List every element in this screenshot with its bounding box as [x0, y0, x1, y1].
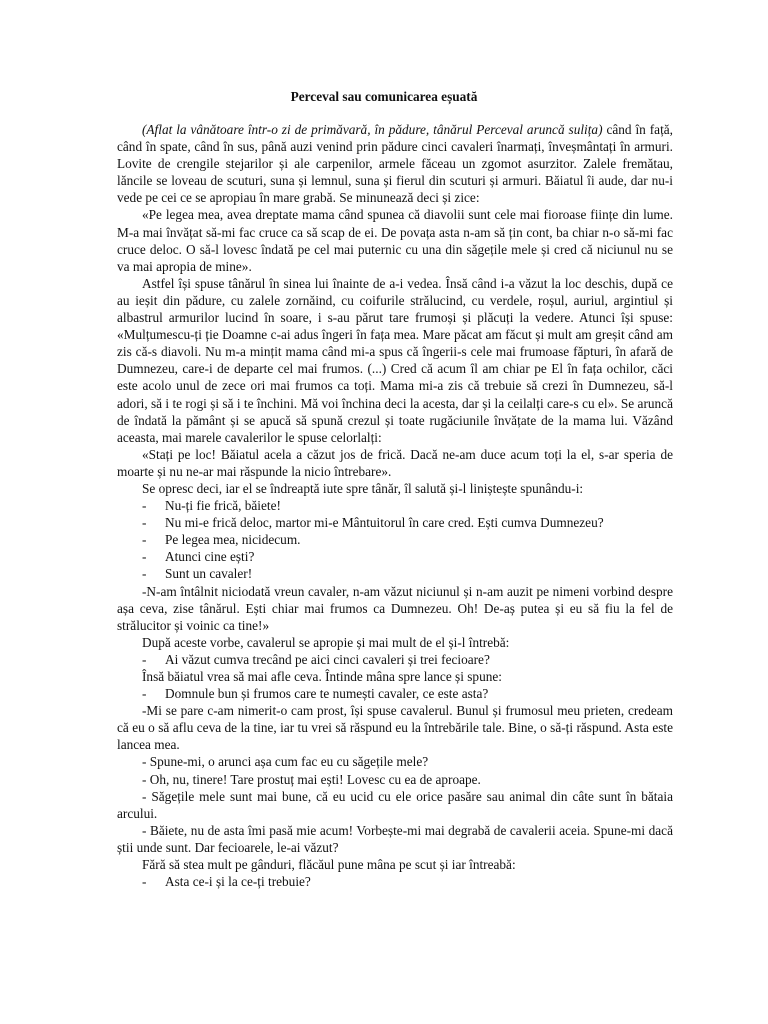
- dialogue-line: [117, 685, 673, 702]
- dialogue-line: [117, 531, 673, 548]
- paragraph: Fără să stea mult pe gânduri, flăcăul pune mâna pe scut și iar întreabă:: [142, 857, 516, 873]
- paragraph: Însă băiatul vrea să mai afle ceva. Întinde mâna spre lance și spune:: [142, 669, 502, 684]
- paragraph: - Săgețile mele sunt mai bune, că eu ucid cu ele orice pasăre sau animal din câte sunt în bătaia arcului.: [117, 788, 673, 821]
- paragraph: - Băiete, nu de asta îmi pasă mie acum! Vorbește-mi mai degrabă de cavalerii aceia. Spune-mi dacă știi unde sunt. Dar fecioarele, le-ai văzut?: [117, 822, 673, 855]
- dash-marker: -: [142, 686, 147, 702]
- paragraph: Astfel își spuse tânărul în sinea lui înainte de a-i vedea. Însă când i-a văzut la loc deschis, după ce au ieșit din pădure, cu zalele zornăind, cu coifurile strălucind, cu verdele, roșul, auriul, argintiul și albastrul armurilor lucind în soare, i s-au părut tare frumoși și plăcuți la vedere. Atunci își spuse: «Mulțumescu-ți ție Doamne c-ai adus îngeri în fața mea. Mare păcat am făcut și mult am greșit când am zis că-s diavoli. Nu m-a mințit mama când mi-a spus că îngerii-s cele mai frumoase făpturi, în afară de Dumnezeu, care-i de departe cel mai frumos. (...) Cred că acum îl am chiar pe El în fața ochilor, căci este acolo unul de zece ori mai frumos ca toți. Mama mi-a zis că trebuie să crezi în Dumnezeu, să-l adori, să i te rogi și să i te închini. Mă voi închina deci la acesta, dar și la ceilalți care-s cu el». Se aruncă de îndată la pământ și se apucă să spună crezul și toate rugăciunile învățate de la mama lui. Văzând aceasta, mai marele cavalerilor le spuse celorlalți:: [117, 275, 673, 445]
- dialogue-text: Sunt un cavaler!: [165, 566, 253, 582]
- paragraph: [117, 121, 673, 206]
- intro-italic: (Aflat la vânătoare într-o zi de primăvară, în pădure, tânărul Perceval aruncă sulița): [142, 122, 603, 137]
- dialogue-line: [117, 651, 673, 668]
- dialogue-text: Nu-ți fie frică, băiete!: [165, 498, 281, 514]
- paragraph: - Oh, nu, tinere! Tare prostuț mai ești! Lovesc cu ea de aproape.: [142, 771, 481, 787]
- dash-marker: -: [142, 498, 147, 514]
- dialogue-text: Asta ce-i și la ce-ți trebuie?: [165, 874, 311, 890]
- document-body: [117, 121, 673, 890]
- dash-marker: -: [142, 651, 147, 667]
- dash-marker: -: [142, 549, 147, 565]
- paragraph: -Mi se pare c-am nimerit-o cam prost, își spuse cavalerul. Bunul și frumosul meu prieten, credeam că eu o să aflu ceva de la tine, iar tu vrei să răspund eu la întrebările tale. Bine, o să-ți răspund. Asta este lancea mea.: [117, 703, 673, 753]
- paragraph: «Stați pe loc! Băiatul acela a căzut jos de frică. Dacă ne-am duce acum toți la el, s-ar speria de moarte și nu ne-ar mai răspunde la nicio întrebare».: [117, 446, 673, 479]
- dialogue-line: [117, 565, 673, 582]
- dialogue-line: [117, 514, 673, 531]
- dialogue-line: [117, 497, 673, 514]
- dialogue-text: Nu mi-e frică deloc, martor mi-e Mântuitorul în care cred. Ești cumva Dumnezeu?: [165, 515, 604, 531]
- dash-marker: -: [142, 874, 147, 890]
- paragraph: După aceste vorbe, cavalerul se apropie și mai mult de el și-l întrebă:: [142, 634, 510, 650]
- dash-marker: -: [142, 515, 147, 531]
- paragraph: Se opresc deci, iar el se îndreaptă iute spre tânăr, îl salută și-l liniștește spunându-i:: [142, 480, 584, 496]
- paragraph: -N-am întâlnit niciodată vreun cavaler, n-am văzut niciunul și n-am auzit pe nimeni vorbind despre așa ceva, zise tânărul. Ești chiar mai frumos ca Dumnezeu. Oh! De-aș putea și eu să fiu la fel de strălucitor și voinic ca tine!»: [117, 583, 673, 633]
- dialogue-text: Domnule bun și frumos care te numești cavaler, ce este asta?: [165, 686, 489, 702]
- dialogue-line: [117, 873, 673, 890]
- dialogue-text: Pe legea mea, nicidecum.: [165, 532, 301, 548]
- paragraph: «Pe legea mea, avea dreptate mama când spunea că diavolii sunt cele mai fioroase ființe din lume. M-a mai învățat să-mi fac cruce ca să scap de ei. De povața asta n-am să țin cont, ba chiar n-o să-mi fac cruce deloc. O să-l lovesc îndată pe cel mai puternic cu una din săgețile mele și cred că niciunul nu se va mai apropia de mine».: [117, 207, 673, 274]
- dialogue-line: [117, 548, 673, 565]
- document-title: Perceval sau comunicarea eșuată: [290, 89, 478, 104]
- dash-marker: -: [142, 532, 147, 548]
- paragraph-text: când în față, când în spate, când în sus, până auzi venind prin pădure cinci cavaleri înarmați, înveșmântați în armuri. Lovite de crengile stejarilor și ale carpenilor, armele făceau un zgomot asurzitor. Zalele fremătau, lăncile se loveau de scuturi, suna și lemnul, suna și fierul din scuturi și armuri. Băiatul îi aude, dar nu-i vede pe cei ce se apropiau în mare grabă. Se minunează deci și zice:: [117, 122, 673, 206]
- paragraph: - Spune-mi, o arunci așa cum fac eu cu săgețile mele?: [142, 754, 429, 770]
- dialogue-text: Ai văzut cumva trecând pe aici cinci cavaleri și trei fecioare?: [165, 651, 490, 667]
- dash-marker: -: [142, 566, 147, 582]
- dialogue-text: Atunci cine ești?: [165, 549, 255, 565]
